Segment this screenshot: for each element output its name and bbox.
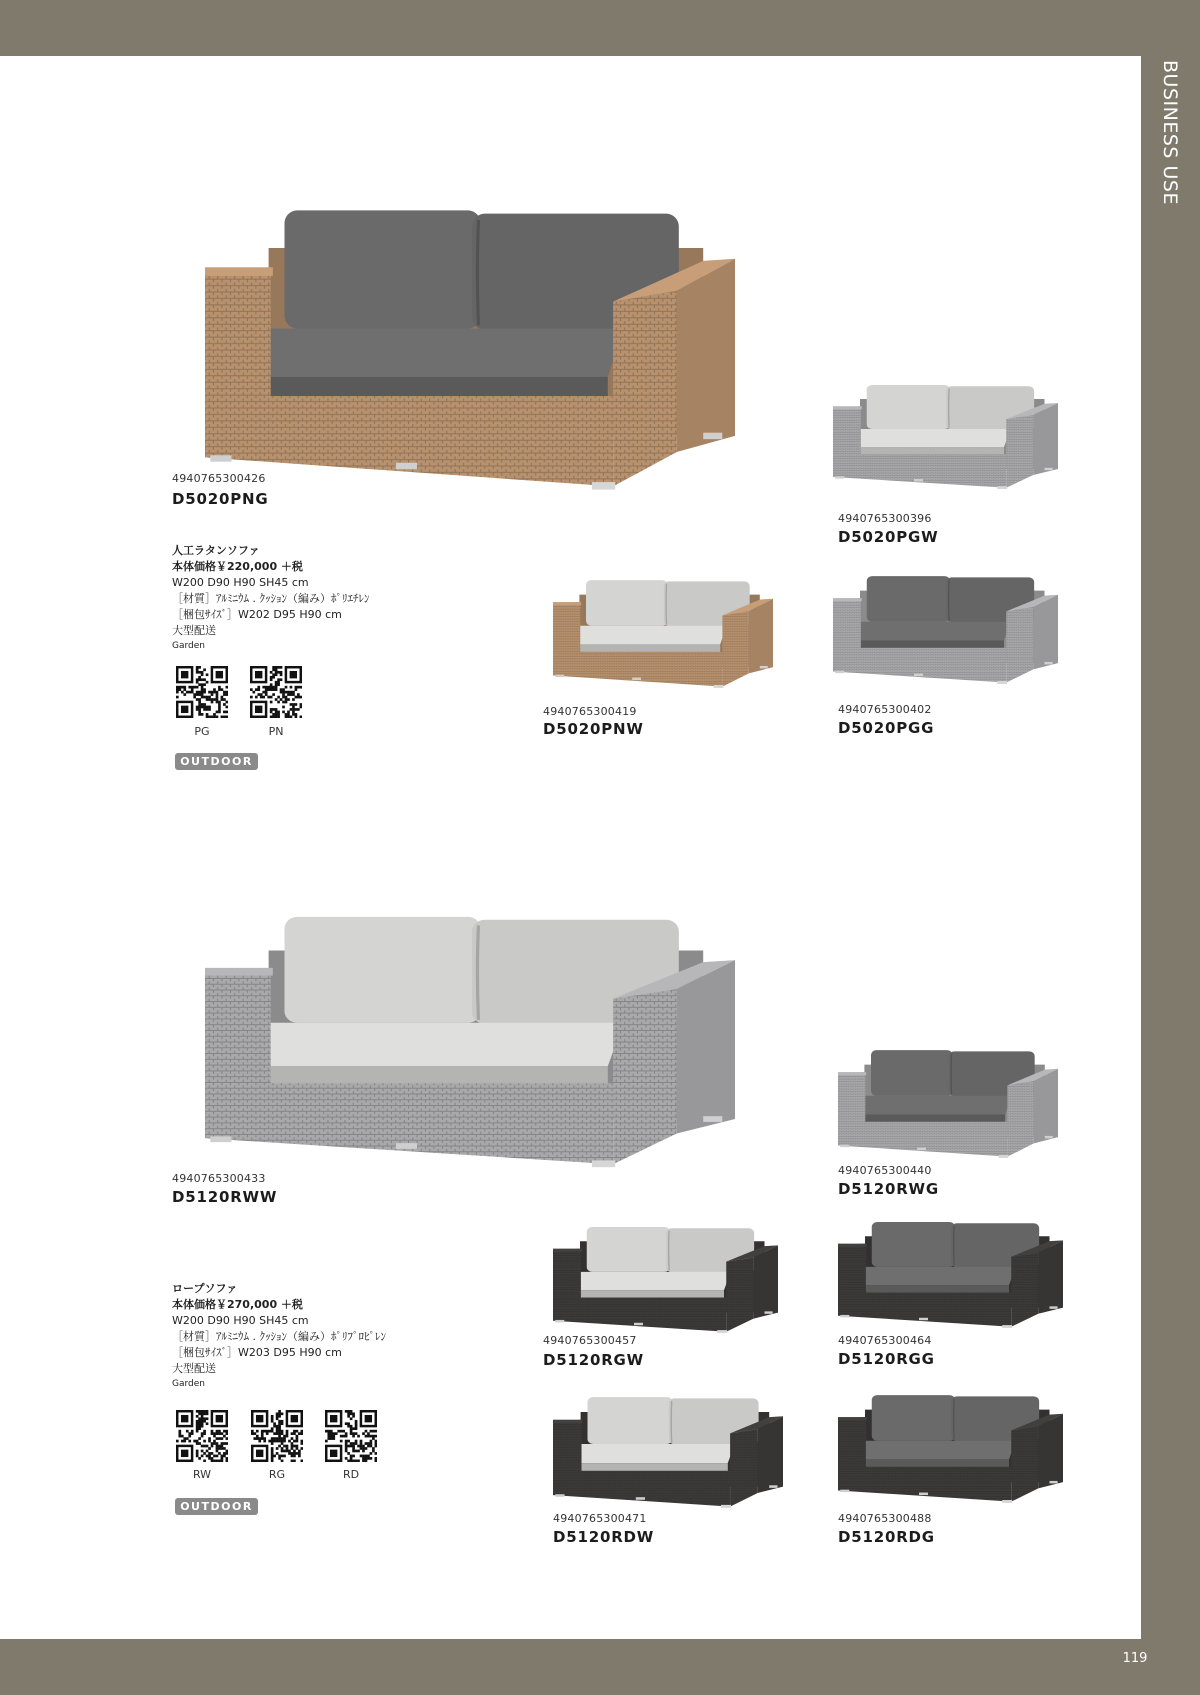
outdoor-badge: OUTDOOR [175, 753, 258, 770]
dimensions: W200 D90 H90 SH45 cm [172, 1314, 309, 1327]
model-number: D5020PGG [838, 719, 935, 737]
qr-code[interactable] [250, 666, 302, 718]
material: ［材質］ｱﾙﾐﾆｳﾑ . ｸｯｼｮﾝ（編み）ﾎﾟﾘｴﾁﾚﾝ [172, 592, 370, 605]
jan-code: 4940765300433 [172, 1172, 266, 1185]
model-number: D5020PGW [838, 528, 939, 546]
price: 本体価格￥220,000 ＋税 [172, 560, 303, 573]
qr-code[interactable] [325, 1410, 377, 1462]
model-number: D5020PNW [543, 720, 644, 738]
qr-label: RG [268, 1468, 286, 1481]
product-photo [205, 205, 735, 495]
qr-label: PG [194, 725, 210, 738]
top-band [0, 0, 1200, 56]
model-number: D5120RDW [553, 1528, 655, 1546]
bottom-band [0, 1639, 1200, 1695]
dimensions: W200 D90 H90 SH45 cm [172, 576, 309, 589]
category: Garden [172, 641, 205, 651]
product-name: ロープソファ [172, 1282, 238, 1295]
qr-code[interactable] [251, 1410, 303, 1462]
product-name: 人工ラタンソファ [172, 544, 260, 557]
jan-code: 4940765300457 [543, 1334, 637, 1347]
product-photo [553, 1225, 778, 1335]
model-number: D5120RGG [838, 1350, 935, 1368]
model-number: D5120RGW [543, 1351, 645, 1369]
model-number: D5120RDG [838, 1528, 935, 1546]
page-number: 119 [1122, 1651, 1148, 1666]
product-photo [838, 1393, 1063, 1505]
product-photo [553, 578, 773, 690]
qr-label: RD [342, 1468, 360, 1481]
delivery: 大型配送 [172, 624, 216, 637]
model-number: D5120RWW [172, 1188, 278, 1206]
spec-block [172, 1281, 512, 1391]
model-number: D5120RWG [838, 1180, 940, 1198]
jan-code: 4940765300396 [838, 512, 932, 525]
spec-block [172, 543, 502, 653]
qr-code[interactable] [176, 1410, 228, 1462]
product-photo [833, 383, 1058, 491]
price: 本体価格￥270,000 ＋税 [172, 1298, 303, 1311]
model-number: D5020PNG [172, 490, 269, 508]
package-size: ［梱包ｻｲｽﾞ］W202 D95 H90 cm [172, 608, 342, 621]
product-photo [833, 574, 1058, 686]
jan-code: 4940765300402 [838, 703, 932, 716]
qr-label: PN [268, 725, 284, 738]
jan-code: 4940765300488 [838, 1512, 932, 1525]
product-photo [838, 1220, 1063, 1330]
section-label: BUSINESS USE [1159, 60, 1181, 205]
jan-code: 4940765300419 [543, 705, 637, 718]
product-photo [838, 1048, 1058, 1160]
jan-code: 4940765300440 [838, 1164, 932, 1177]
jan-code: 4940765300471 [553, 1512, 647, 1525]
qr-code[interactable] [176, 666, 228, 718]
product-photo [205, 912, 735, 1172]
package-size: ［梱包ｻｲｽﾞ］W203 D95 H90 cm [172, 1346, 342, 1359]
jan-code: 4940765300426 [172, 472, 266, 485]
category: Garden [172, 1379, 205, 1389]
product-photo [553, 1395, 783, 1510]
outdoor-badge: OUTDOOR [175, 1498, 258, 1515]
delivery: 大型配送 [172, 1362, 216, 1375]
material: ［材質］ｱﾙﾐﾆｳﾑ . ｸｯｼｮﾝ（編み）ﾎﾟﾘﾌﾟﾛﾋﾟﾚﾝ [172, 1330, 386, 1343]
jan-code: 4940765300464 [838, 1334, 932, 1347]
qr-label: RW [192, 1468, 212, 1481]
